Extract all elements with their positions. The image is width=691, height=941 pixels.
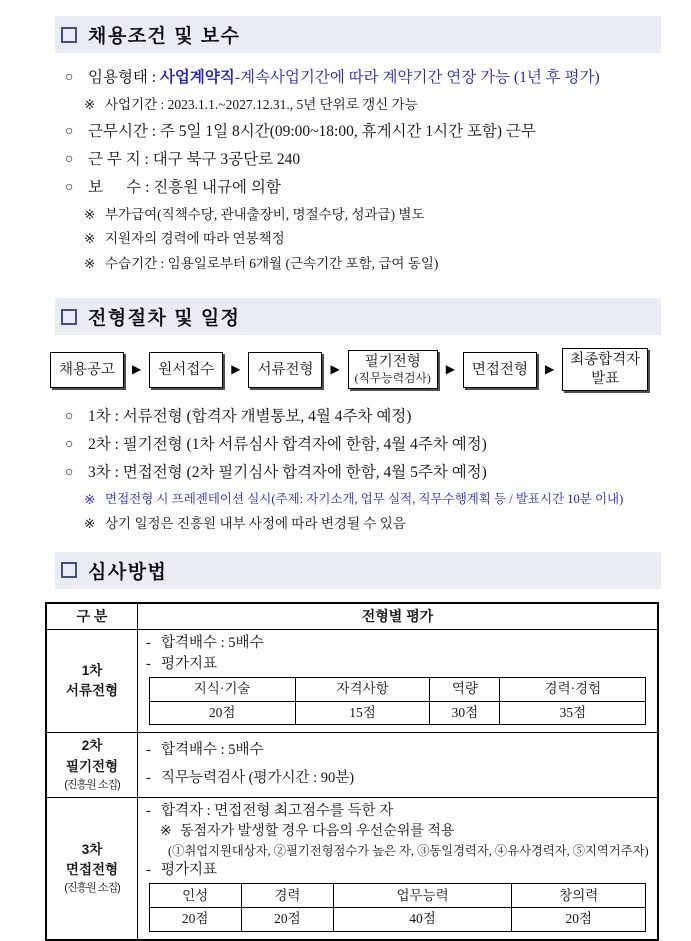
note-probation: ※ 수습기간 : 임용일로부터 6개월 (근속기간 포함, 급여 동일) [84, 253, 691, 275]
dash-bullet-icon: - [146, 742, 151, 759]
arrow-right-icon: ▶ [544, 362, 555, 377]
square-bullet-icon [61, 309, 77, 325]
flow-step-document-screening: 서류전형 [248, 352, 322, 388]
stage3-criteria-header-row: 인성 경력 업무능력 창의력 [149, 884, 646, 908]
note-schedule-change: ※ 상기 일정은 진흥원 내부 사정에 따라 변경될 수 있음 [84, 513, 691, 535]
square-bullet-icon [61, 562, 77, 578]
stage2-aptitude-test: - 직무능력검사 (평가시간 : 90분) [146, 764, 649, 792]
reference-mark-icon: ※ [160, 823, 172, 839]
stage1-pass-multiple: - 합격배수 : 5배수 [146, 633, 649, 654]
header-evaluation-by-stage: 전형별 평가 [138, 603, 659, 630]
table-header-row [46, 603, 658, 630]
list-item-round1: ○ 1차 : 서류전형 (합격자 개별통보, 4월 4주차 예정) [65, 405, 691, 429]
stage2-pass-multiple: - 합격배수 : 5배수 [146, 736, 649, 764]
stage1-criteria-score-row: 20점 15점 30점 35점 [149, 701, 646, 725]
flow-step-written-test: 필기전형 (직무능력검사) [348, 350, 438, 389]
list-item-salary: ○ 보 수 : 진흥원 내규에 의함 [65, 176, 691, 200]
stage2-label-cell: 2차 필기전형 (진흥원 소집) [46, 733, 138, 798]
section-title-review: 심사방법 [88, 561, 168, 583]
stage1-criteria-table [149, 677, 647, 725]
section-header-review [55, 552, 661, 589]
stage1-criteria-header-row: 지식·기술 자격사항 역량 경력·경험 [149, 677, 646, 701]
stage1-content-cell [138, 629, 659, 732]
table-row-stage1 [46, 629, 658, 732]
section-header-conditions [55, 16, 661, 53]
reference-mark-icon: ※ [84, 206, 96, 222]
evaluation-table [45, 602, 659, 941]
dash-bullet-icon: - [146, 770, 151, 787]
stage3-label-cell: 3차 면접전형 (진흥원 소집) [46, 797, 138, 939]
reference-mark-icon: ※ [84, 516, 96, 532]
section-header-process [55, 298, 661, 335]
stage3-content-cell [138, 797, 659, 939]
dash-bullet-icon: - [146, 802, 151, 819]
dash-bullet-icon: - [146, 634, 151, 651]
circle-bullet-icon: ○ [65, 436, 74, 452]
process-rounds-list [65, 405, 691, 535]
list-item-round3: ○ 3차 : 면접전형 (2차 필기심사 합격자에 한함, 4월 5주차 예정) [65, 461, 691, 485]
conditions-list [65, 66, 691, 274]
note-salary-by-career: ※ 지원자의 경력에 따라 연봉책정 [84, 228, 691, 250]
flow-step-final-announcement: 최종합격자 발표 [562, 348, 648, 390]
process-flowchart [50, 348, 691, 390]
stage3-criteria-score-row: 20점 20점 40점 20점 [149, 907, 646, 931]
flow-step-application: 원서접수 [149, 352, 223, 388]
stage3-tie-note: ※ 동점자가 발생할 경우 다음의 우선순위를 적용 [160, 822, 649, 842]
reference-mark-icon: ※ [84, 255, 96, 271]
list-item-round2: ○ 2차 : 필기전형 (1차 서류심사 합격자에 한함, 4월 4주차 예정) [65, 433, 691, 457]
stage1-criteria-label: - 평가지표 [146, 654, 649, 675]
section-title-process: 전형절차 및 일정 [88, 308, 241, 330]
employment-type-text [88, 66, 600, 90]
section-selection-process [45, 298, 691, 534]
circle-bullet-icon: ○ [65, 408, 74, 424]
circle-bullet-icon: ○ [65, 70, 74, 85]
reference-mark-icon: ※ [84, 491, 96, 507]
stage3-winner-rule: - 합격자 : 면접전형 최고점수를 득한 자 [146, 801, 649, 822]
arrow-right-icon: ▶ [132, 362, 142, 377]
list-item-employment-type [65, 66, 691, 90]
list-item-work-hours: ○ 근무시간 : 주 5일 1일 8시간(09:00~18:00, 휴게시간 1시간 포함) 근무 [65, 120, 691, 144]
table-row-stage2 [46, 733, 658, 798]
employment-prefix: 임용형태 : [88, 69, 160, 86]
note-extra-pay: ※ 부가급여(직책수당, 관내출장비, 명절수당, 성과급) 별도 [84, 204, 691, 226]
arrow-right-icon: ▶ [330, 362, 340, 377]
table-row-stage3 [46, 797, 658, 939]
reference-mark-icon: ※ [84, 97, 96, 113]
reference-mark-icon: ※ [84, 231, 96, 247]
circle-bullet-icon: ○ [65, 123, 74, 139]
arrow-right-icon: ▶ [445, 362, 455, 377]
stage3-tie-priority: (①취업지원대상자, ②필기전형점수가 높은 자, ③동일경력자, ④유사경력자, ⑤지역거주자) [168, 843, 649, 858]
dash-bullet-icon: - [146, 862, 151, 879]
section-review-method [45, 552, 691, 941]
note-presentation: ※ 면접전형 시 프레젠테이션 실시(주제: 자기소개, 업무 실적, 직무수행계획 등 / 발표시간 10분 이내) [84, 489, 691, 511]
dash-bullet-icon: - [146, 655, 151, 672]
stage3-criteria-table [149, 883, 647, 931]
note-project-period: ※ 사업기간 : 2023.1.1.~2027.12.31., 5년 단위로 갱신 가능 [84, 94, 691, 116]
arrow-right-icon: ▶ [231, 362, 241, 377]
header-category: 구 분 [46, 603, 138, 630]
section-recruitment-conditions [45, 16, 691, 274]
section-title-conditions: 채용조건 및 보수 [88, 26, 241, 47]
circle-bullet-icon: ○ [65, 179, 74, 195]
stage3-criteria-label: - 평가지표 [146, 860, 649, 881]
stage2-content-cell [138, 733, 659, 798]
list-item-work-place: ○ 근 무 지 : 대구 북구 3공단로 240 [65, 148, 691, 172]
employment-rest: -계속사업기간에 따라 계약기간 연장 가능 (1년 후 평가) [234, 69, 600, 86]
flow-step-job-posting: 채용공고 [50, 352, 124, 388]
square-bullet-icon [61, 27, 77, 43]
circle-bullet-icon: ○ [65, 464, 74, 480]
circle-bullet-icon: ○ [65, 151, 74, 167]
employment-highlight: 사업계약직 [159, 69, 235, 86]
stage1-label-cell: 1차 서류전형 [46, 629, 138, 732]
flow-step-interview: 면접전형 [463, 352, 537, 388]
